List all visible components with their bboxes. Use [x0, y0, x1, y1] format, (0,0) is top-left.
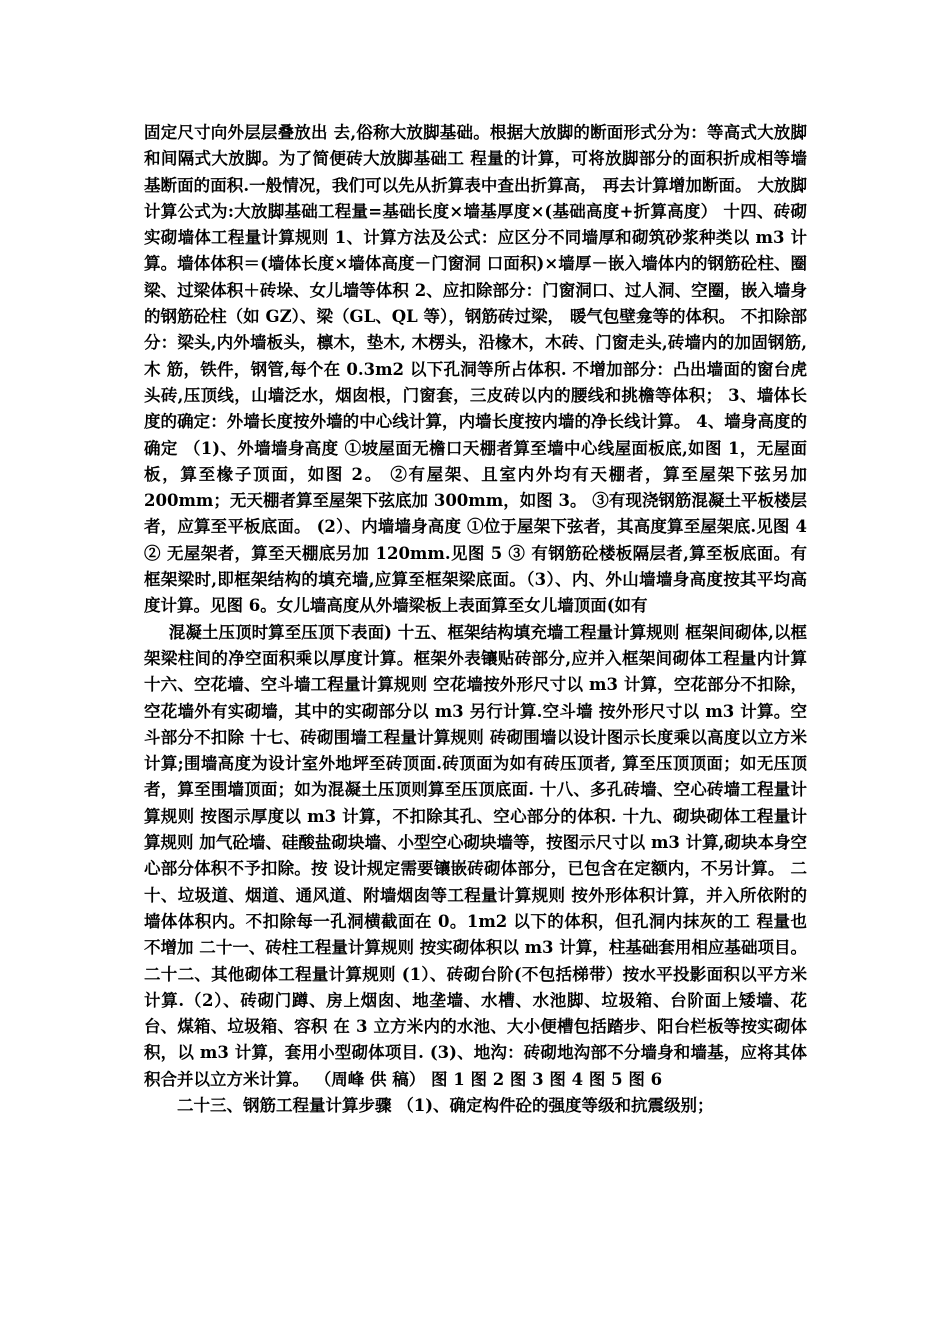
document-page	[144, 120, 807, 1119]
paragraph-rebar-steps: 二十三、钢筋工程量计算步骤 （1)、确定构件砼的强度等级和抗震级别；	[177, 1095, 714, 1115]
paragraph-infill-wall-rules: 混凝土压顶时算至压顶下表面) 十五、框架结构填充墙工程量计算规则 框架间砌体,以框架梁柱间的净空面积乘以厚度计算。框架外表镶贴砖部分,应并入框架间砌体工程量内计算 十六、空花墙、空斗墙工程量计算规则 空花墙按外形尺寸以 m3 计算，空花部分不扣除，空花墙外有实砌墙，其中的实砌部分以 m3 另行计算.空斗墙 按外形尺寸以 m3 计算。空斗部分不扣除 十七、砖砌围墙工程量计算规则 砖砌围墙以设计图示长度乘以高度以立方米计算;围墙高度为设计室外地坪至砖顶面.砖顶面为如有砖压顶者, 算至压顶顶面；如无压顶者，算至围墙顶面；如为混凝土压顶则算至压顶底面. 十八、多孔砖墙、空心砖墙工程量计算规则 按图示厚度以 m3 计算，不扣除其孔、空心部分的体积. 十九、砌块砌体工程量计算规则 加气砼墙、硅酸盐砌块墙、小型空心砌块墙等，按图示尺寸以 m3 计算,砌块本身空心部分体积不予扣除。按 设计规定需要镶嵌砖砌体部分，已包含在定额内，不另计算。 二十、垃圾道、烟道、通风道、附墙烟囱等工程量计算规则 按外形体积计算，并入所依附的墙体体积内。不扣除每一孔洞横截面在 0。1m2 以下的体积，但孔洞内抹灰的工 程量也不增加 二十一、砖柱工程量计算规则 按实砌体积以 m3 计算，柱基础套用相应基础项目。 二十二、其他砌体工程量计算规则 (1）、砖砌台阶(不包括梯带）按水平投影面积以平方米计算.（2）、砖砌门蹲、房上烟囱、地垄墙、水槽、水池脚、垃圾箱、台阶面上矮墙、花台、煤箱、垃圾箱、容积 在 3 立方米内的水池、大小便槽包括踏步、阳台栏板等按实砌体积，以 m3 计算，套用小型砌体项目. (3)、地沟：砖砌地沟部不分墙身和墙基，应将其体积合并以立方米计算。 （周峰 供 稿） 图 1 图 2 图 3 图 4 图 5 图 6	[144, 622, 807, 1089]
paragraph-masonry-rules: 固定尺寸向外层层叠放出 去,俗称大放脚基础。根据大放脚的断面形式分为：等高式大放脚和间隔式大放脚。为了简便砖大放脚基础工 程量的计算，可将放脚部分的面积折成相等墙基断面的面积.一般情况，我们可以先从折算表中查出折算高， 再去计算增加断面。 大放脚计算公式为:大放脚基础工程量=基础长度×墙基厚度×(基础高度+折算高度） 十四、砖砌实砌墙体工程量计算规则 1、计算方法及公式：应区分不同墙厚和砌筑砂浆种类以 m3 计算。墙体体积＝(墙体长度×墙体高度－门窗洞 口面积)×墙厚－嵌入墙体内的钢筋砼柱、圈梁、过梁体积＋砖垛、女儿墙等体积 2、应扣除部分：门窗洞口、过人洞、空圈，嵌入墙身的钢筋砼柱（如 GZ）、梁（GL、QL 等），钢筋砖过梁， 暖气包壁龛等的体积。 不扣除部分：梁头,内外墙板头，檩木，垫木, 木楞头，沿椽木，木砖、门窗走头,砖墙内的加固钢筋,木 筋，铁件，钢管,每个在 0.3m2 以下孔洞等所占体积. 不增加部分：凸出墙面的窗台虎头砖,压顶线，山墙泛水，烟囱根，门窗套，三皮砖以内的腰线和挑檐等体积； 3、墙体长度的确定：外墙长度按外墙的中心线计算，内墙长度按内墙的净长线计算。 4、墙身高度的确定 （1)、外墙墙身高度 ①坡屋面无檐口天棚者算至墙中心线屋面板底,如图 1，无屋面板，算至椽子顶面，如图 2。 ②有屋架、且室内外均有天棚者，算至屋架下弦另加 200mm；无天棚者算至屋架下弦底加 300mm，如图 3。 ③有现浇钢筋混凝土平板楼层者，应算至平板底面。 (2）、内墙墙身高度 ①位于屋架下弦者，其高度算至屋架底.见图 4 ② 无屋架者，算至天棚底另加 120mm.见图 5 ③ 有钢筋砼楼板隔层者,算至板底面。有框架梁时,即框架结构的填充墙,应算至框架梁底面。（3）、内、外山墙墙身高度按其平均高度计算。见图 6。女儿墙高度从外墙梁板上表面算至女儿墙顶面(如有	[144, 123, 807, 616]
